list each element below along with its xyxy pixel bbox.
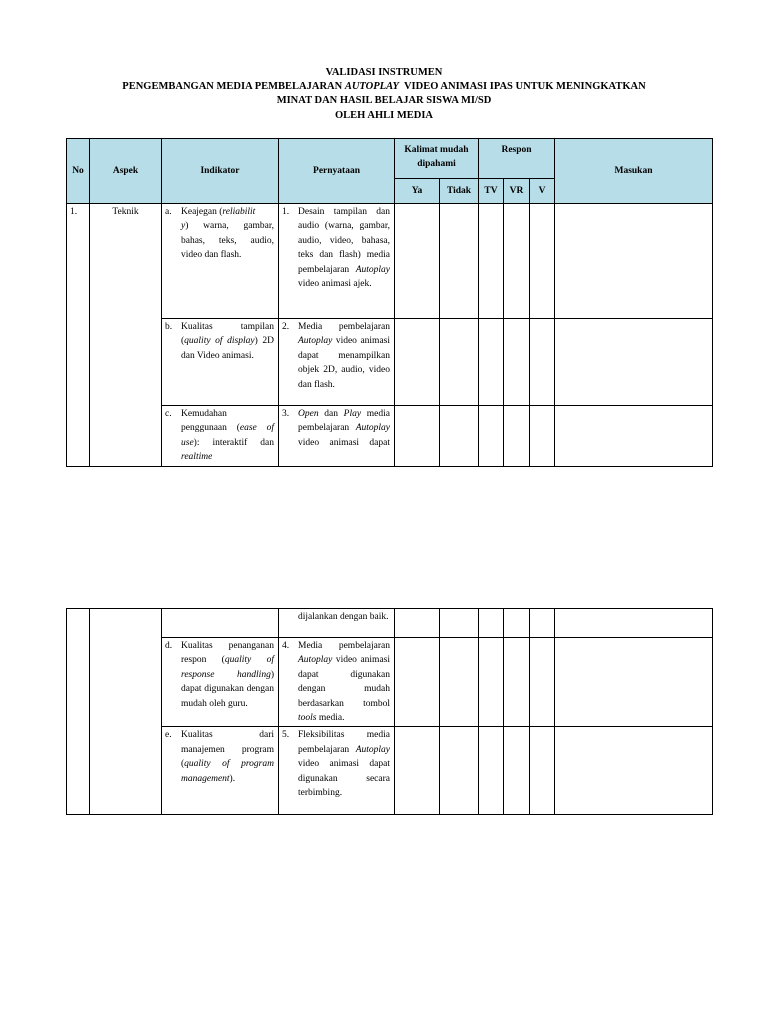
header-tv: TV <box>479 179 504 204</box>
answer-tidak-cell[interactable] <box>440 609 479 638</box>
answer-ya-cell[interactable] <box>395 727 440 815</box>
indicator-continued <box>162 609 279 638</box>
response-vr-cell[interactable] <box>504 727 530 815</box>
answer-tidak-cell[interactable] <box>440 406 479 467</box>
response-vr-cell[interactable] <box>504 406 530 467</box>
title-line-2-start: PENGEMBANGAN MEDIA PEMBELAJARAN <box>122 81 345 92</box>
answer-ya-cell[interactable] <box>395 609 440 638</box>
masukan-cell[interactable] <box>555 727 713 815</box>
indicator-e: e. Kualitas dari manajemen program (quality of program management). <box>162 727 279 815</box>
answer-ya-cell[interactable] <box>395 319 440 406</box>
statement-3-continued: dijalankan dengan baik. <box>279 609 395 638</box>
response-tv-cell[interactable] <box>479 319 504 406</box>
header-vr: VR <box>504 179 530 204</box>
statement-5: 5. Fleksibilitas media pembelajaran Autoplay video animasi dapat digunakan secara terbimbing. <box>279 727 395 815</box>
table-row <box>67 319 713 406</box>
response-v-cell[interactable] <box>530 406 555 467</box>
response-v-cell[interactable] <box>530 727 555 815</box>
statement-3: 3. Open dan Play media pembelajaran Autoplay video animasi dapat <box>279 406 395 467</box>
indicator-b: b. Kualitas tampilan (quality of display) 2D dan Video animasi. <box>162 319 279 406</box>
aspect-cell: Teknik <box>90 204 162 467</box>
masukan-cell[interactable] <box>555 609 713 638</box>
masukan-cell[interactable] <box>555 638 713 727</box>
validation-table-page-2 <box>66 608 713 815</box>
indicator-c: c. Kemudahan penggunaan (ease of use): interaktif dan realtime <box>162 406 279 467</box>
aspect-cell <box>90 609 162 815</box>
masukan-cell[interactable] <box>555 204 713 319</box>
statement-4: 4. Media pembelajaran Autoplay video animasi dapat digunakan dengan mudah berdasarkan tombol tools media. <box>279 638 395 727</box>
title-line-1: VALIDASI INSTRUMEN <box>325 67 443 78</box>
table-row <box>67 406 713 467</box>
answer-tidak-cell[interactable] <box>440 319 479 406</box>
header-pernyataan: Pernyataan <box>279 139 395 204</box>
answer-ya-cell[interactable] <box>395 204 440 319</box>
response-tv-cell[interactable] <box>479 638 504 727</box>
statement-2: 2. Media pembelajaran Autoplay video animasi dapat menampilkan objek 2D, audio, video dan flash. <box>279 319 395 406</box>
response-v-cell[interactable] <box>530 204 555 319</box>
row-number: 1. <box>67 204 90 467</box>
header-kalimat-mudah-dipahami: Kalimat mudah dipahami <box>395 139 479 179</box>
response-vr-cell[interactable] <box>504 609 530 638</box>
response-v-cell[interactable] <box>530 609 555 638</box>
header-aspek: Aspek <box>90 139 162 204</box>
indicator-d: d. Kualitas penanganan respon (quality of response handling) dapat digunakan dengan mudah oleh guru. <box>162 638 279 727</box>
answer-tidak-cell[interactable] <box>440 204 479 319</box>
statement-1: 1. Desain tampilan dan audio (warna, gambar, audio, video, bahasa, teks dan flash) media pembelajaran Autoplay video animasi ajek. <box>279 204 395 319</box>
row-number <box>67 609 90 815</box>
response-tv-cell[interactable] <box>479 204 504 319</box>
header-no: No <box>67 139 90 204</box>
response-vr-cell[interactable] <box>504 204 530 319</box>
validation-table-page-1 <box>66 138 713 467</box>
title-line-2-italic: AUTOPLAY <box>344 81 399 92</box>
table-row <box>67 204 713 319</box>
answer-tidak-cell[interactable] <box>440 638 479 727</box>
masukan-cell[interactable] <box>555 319 713 406</box>
response-v-cell[interactable] <box>530 319 555 406</box>
response-tv-cell[interactable] <box>479 609 504 638</box>
header-masukan: Masukan <box>555 139 713 204</box>
table-row <box>67 727 713 815</box>
response-vr-cell[interactable] <box>504 319 530 406</box>
title-line-2 <box>0 79 768 94</box>
header-ya: Ya <box>395 179 440 204</box>
title-line-2-end: VIDEO ANIMASI IPAS UNTUK MENINGKATKAN <box>398 81 646 92</box>
response-tv-cell[interactable] <box>479 406 504 467</box>
title-line-4: OLEH AHLI MEDIA <box>334 110 434 121</box>
response-vr-cell[interactable] <box>504 638 530 727</box>
header-indikator: Indikator <box>162 139 279 204</box>
answer-ya-cell[interactable] <box>395 406 440 467</box>
header-v: V <box>530 179 555 204</box>
title-line-3: MINAT DAN HASIL BELAJAR SISWA MI/SD <box>276 95 492 106</box>
table-row <box>67 609 713 638</box>
response-v-cell[interactable] <box>530 638 555 727</box>
answer-tidak-cell[interactable] <box>440 727 479 815</box>
indicator-a: a. Keajegan (reliabilit y) warna, gambar, bahas, teks, audio, video dan flash. <box>162 204 279 319</box>
masukan-cell[interactable] <box>555 406 713 467</box>
response-tv-cell[interactable] <box>479 727 504 815</box>
answer-ya-cell[interactable] <box>395 638 440 727</box>
header-tidak: Tidak <box>440 179 479 204</box>
table-row <box>67 638 713 727</box>
header-respon: Respon <box>479 139 555 179</box>
